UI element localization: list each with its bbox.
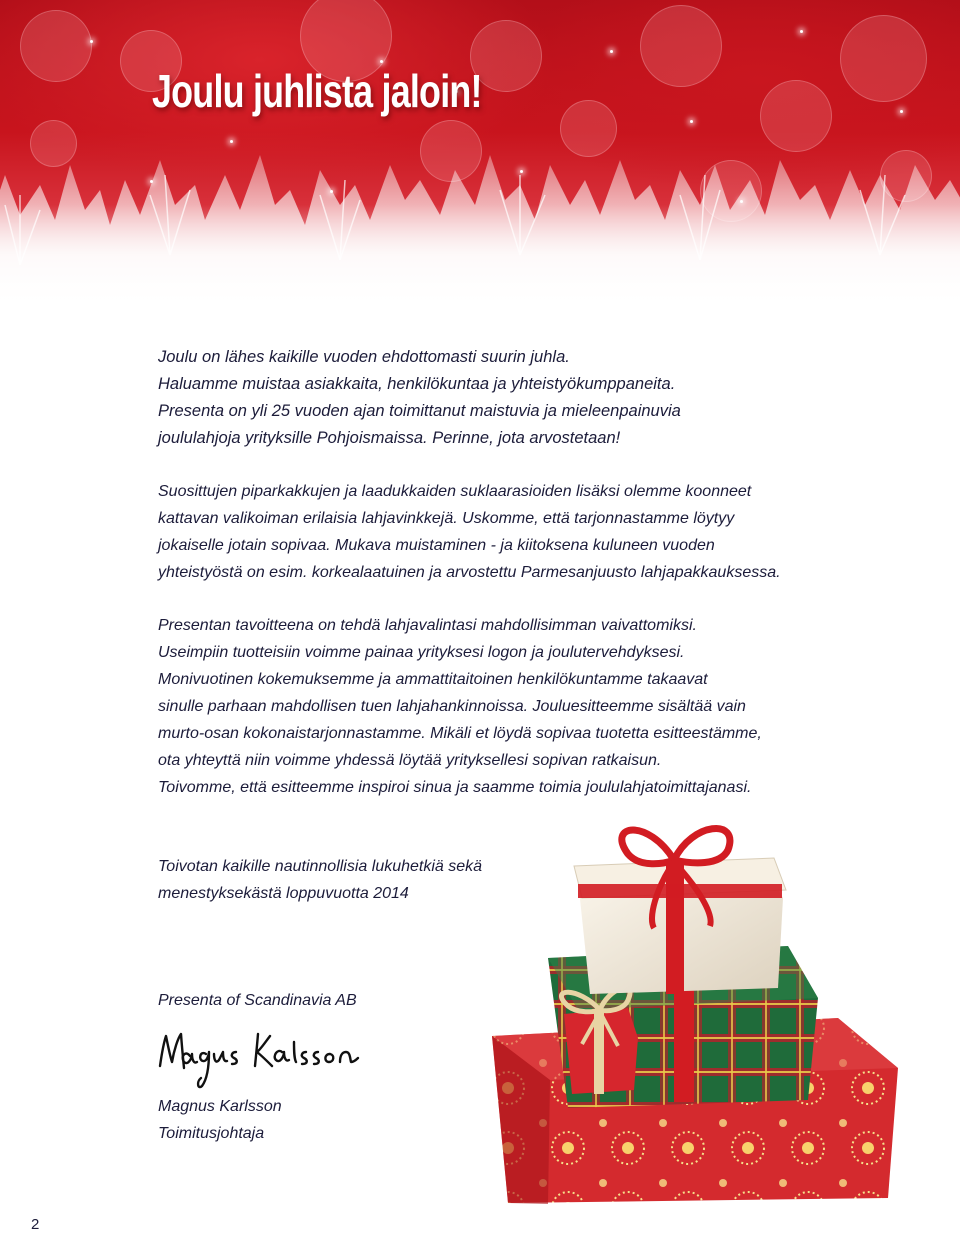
intro-line: Haluamme muistaa asiakkaita, henkilökuntaa ja yhteistyökumppaneita. — [158, 375, 676, 393]
body-line: murto-osan kokonaistarjonnastamme. Mikäli et löydä sopivaa tuotetta esitteestämme, — [158, 725, 762, 742]
christmas-header-banner — [0, 0, 960, 330]
greeting-line: Toivotan kaikille nautinnollisia lukuhetkiä sekä — [158, 858, 483, 875]
page-number: 2 — [31, 1216, 40, 1233]
body-line: jokaiselle jotain sopivaa. Mukava muistaminen - ja kiitoksena kuluneen vuoden — [158, 537, 715, 554]
greeting-line: menestyksekästä loppuvuotta 2014 — [158, 885, 409, 902]
cream-gift-box — [574, 828, 786, 994]
body-line: Monivuotinen kokemuksemme ja ammattitaitoinen henkilökuntamme takaavat — [158, 671, 708, 688]
body-paragraph-2 — [158, 612, 838, 801]
intro-paragraph — [158, 344, 838, 452]
gift-boxes-illustration — [478, 818, 918, 1208]
body-line: sinulle parhaan mahdollisen tuen lahjahankinnoissa. Jouluesitteemme sisältää vain — [158, 698, 746, 715]
body-line: Presentan tavoitteena on tehdä lahjavalintasi mahdollisimman vaivattomiksi. — [158, 617, 697, 634]
body-line: Useimpiin tuotteisiin voimme painaa yrityksesi logon ja joulutervehdyksesi. — [158, 644, 685, 661]
intro-line: Joulu on lähes kaikille vuoden ehdottomasti suurin juhla. — [158, 348, 570, 366]
intro-line: Presenta on yli 25 vuoden ajan toimittanut maistuvia ja mieleenpainuvia — [158, 402, 681, 420]
body-line: Toivomme, että esitteemme inspiroi sinua ja saamme toimia joululahjatoimittajanasi. — [158, 779, 752, 796]
body-line: yhteistyöstä on esim. korkealaatuinen ja arvostettu Parmesanjuusto lahjapakkauksessa. — [158, 564, 781, 581]
body-line: ota yhteyttä niin voimme yhdessä löytää yrityksellesi sopivan ratkaisun. — [158, 752, 662, 769]
body-line: Suosittujen piparkakkujen ja laadukkaiden suklaarasioiden lisäksi olemme koonneet — [158, 483, 752, 500]
company-line: Presenta of Scandinavia AB — [158, 992, 357, 1009]
intro-line: joululahjoja yrityksille Pohjoismaissa. Perinne, jota arvostetaan! — [158, 429, 621, 447]
signer-name: Magnus Karlsson — [158, 1098, 282, 1115]
body-line: kattavan valikoiman erilaisia lahjavinkkejä. Uskomme, että tarjonnastamme löytyy — [158, 510, 735, 527]
handwritten-signature — [154, 1022, 364, 1094]
body-paragraph-1 — [158, 478, 838, 586]
signer-title: Toimitusjohtaja — [158, 1125, 265, 1142]
page-title: Joulu juhlista jaloin! — [152, 65, 482, 117]
frost-branches — [0, 135, 960, 330]
